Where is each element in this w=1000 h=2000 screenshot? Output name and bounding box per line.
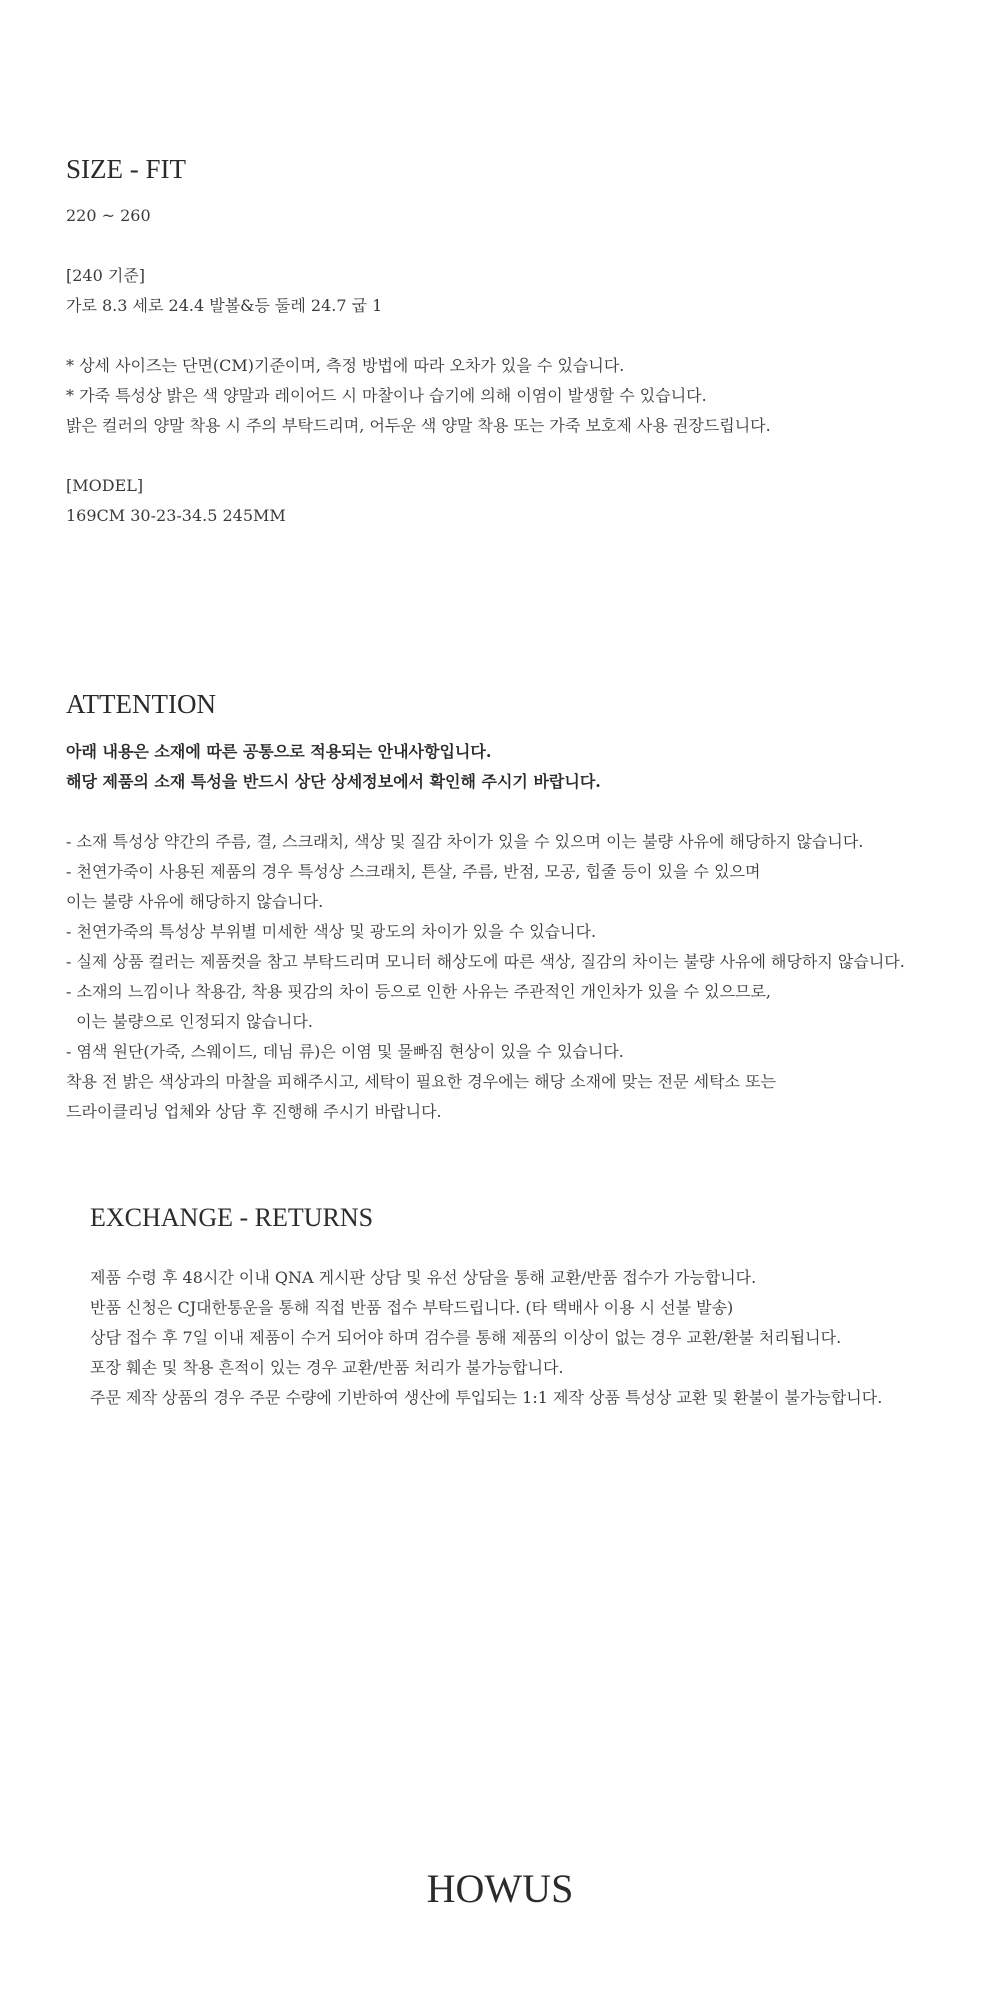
size-note: * 상세 사이즈는 단면(CM)기준이며, 측정 방법에 따라 오차가 있을 수 있습니다. bbox=[66, 356, 625, 375]
size-note: 밝은 컬러의 양말 착용 시 주의 부탁드리며, 어두운 색 양말 착용 또는 가죽 보호제 사용 권장드립니다. bbox=[66, 416, 771, 435]
size-fit-title: SIZE - FIT bbox=[66, 154, 186, 184]
brand-logo: HOWUS bbox=[426, 1866, 574, 1911]
exchange-item: 제품 수령 후 48시간 이내 QNA 게시판 상담 및 유선 상담을 통해 교환/반품 접수가 가능합니다. bbox=[90, 1268, 757, 1287]
attention-intro: 해당 제품의 소재 특성을 반드시 상단 상세정보에서 확인해 주시기 바랍니다. bbox=[66, 772, 601, 791]
attention-content bbox=[66, 737, 905, 1127]
attention-item: - 천연가죽이 사용된 제품의 경우 특성상 스크래치, 튼살, 주름, 반점, 모공, 힙줄 등이 있을 수 있으며 bbox=[66, 862, 761, 881]
attention-item: 드라이클리닝 업체와 상담 후 진행해 주시기 바랍니다. bbox=[66, 1102, 442, 1121]
attention-item: - 소재 특성상 약간의 주름, 결, 스크래치, 색상 및 질감 차이가 있을 수 있으며 이는 불량 사유에 해당하지 않습니다. bbox=[66, 832, 864, 851]
attention-item: - 실제 상품 컬러는 제품컷을 참고 부탁드리며 모니터 해상도에 따른 색상, 질감의 차이는 불량 사유에 해당하지 않습니다. bbox=[66, 952, 905, 971]
attention-item: 이는 불량으로 인정되지 않습니다. bbox=[66, 1012, 313, 1031]
size-fit-content bbox=[66, 201, 771, 531]
exchange-content bbox=[90, 1263, 882, 1413]
attention-item: 착용 전 밝은 색상과의 마찰을 피해주시고, 세탁이 필요한 경우에는 해당 소재에 맞는 전문 세탁소 또는 bbox=[66, 1072, 776, 1091]
attention-item: - 소재의 느낌이나 착용감, 착용 핏감의 차이 등으로 인한 사유는 주관적인 개인차가 있을 수 있으므로, bbox=[66, 982, 772, 1001]
model-label: [MODEL] bbox=[66, 476, 144, 495]
spacer bbox=[66, 441, 771, 471]
exchange-item: 상담 접수 후 7일 이내 제품이 수거 되어야 하며 검수를 통해 제품의 이상이 없는 경우 교환/환불 처리됩니다. bbox=[90, 1328, 842, 1347]
size-range: 220 ~ 260 bbox=[66, 206, 151, 225]
exchange-title: EXCHANGE - RETURNS bbox=[90, 1203, 374, 1232]
attention-item: - 염색 원단(가죽, 스웨이드, 데님 류)은 이염 및 물빠짐 현상이 있을 수 있습니다. bbox=[66, 1042, 624, 1061]
attention-title: ATTENTION bbox=[66, 689, 216, 719]
attention-intro: 아래 내용은 소재에 따른 공통으로 적용되는 안내사항입니다. bbox=[66, 742, 492, 761]
exchange-item: 포장 훼손 및 착용 흔적이 있는 경우 교환/반품 처리가 불가능합니다. bbox=[90, 1358, 564, 1377]
size-measurements: 가로 8.3 세로 24.4 발볼&등 둘레 24.7 굽 1 bbox=[66, 296, 383, 315]
attention-item: 이는 불량 사유에 해당하지 않습니다. bbox=[66, 892, 324, 911]
exchange-item: 주문 제작 상품의 경우 주문 수량에 기반하여 생산에 투입되는 1:1 제작 상품 특성상 교환 및 환불이 불가능합니다. bbox=[90, 1388, 883, 1407]
model-info: 169CM 30-23-34.5 245MM bbox=[66, 506, 286, 525]
attention-item: - 천연가죽의 특성상 부위별 미세한 색상 및 광도의 차이가 있을 수 있습니다. bbox=[66, 922, 597, 941]
spacer bbox=[66, 321, 771, 351]
spacer bbox=[66, 797, 905, 827]
size-note: * 가죽 특성상 밝은 색 양말과 레이어드 시 마찰이나 습기에 의해 이염이 발생할 수 있습니다. bbox=[66, 386, 707, 405]
exchange-item: 반품 신청은 CJ대한통운을 통해 직접 반품 접수 부탁드립니다. (타 택배사 이용 시 선불 발송) bbox=[90, 1298, 734, 1317]
spacer bbox=[66, 231, 771, 261]
size-basis-label: [240 기준] bbox=[66, 266, 146, 285]
